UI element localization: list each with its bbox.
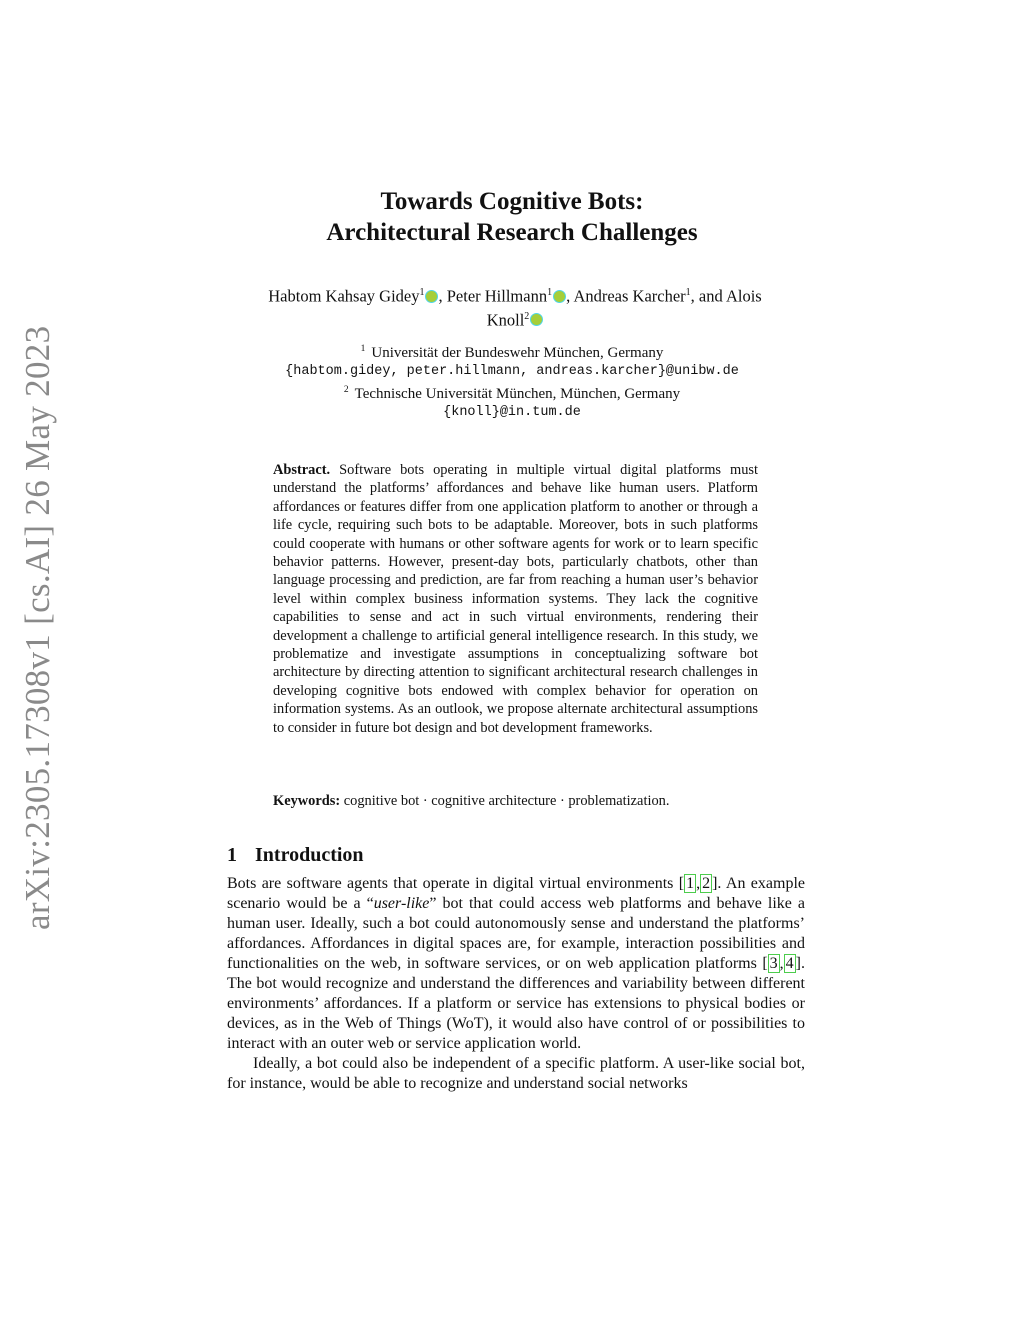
orcid-icon[interactable] — [553, 290, 566, 303]
affiliation-name: Universität der Bundeswehr München, Germany — [371, 345, 664, 361]
orcid-icon[interactable] — [530, 313, 543, 326]
text-run: . The bot would recognize and understand the differences and variability between different environments’ affordances. If a platform or service has extensions to physical bodies or devices, as in the Web of Things (WoT), it would also have control of or possibilities to interact with an outer web or service application world. — [227, 955, 805, 1052]
keywords-label: Keywords: — [273, 793, 341, 809]
citation-link[interactable]: 3 — [769, 955, 778, 972]
affiliations — [0, 340, 1024, 422]
affiliation-name: Technische Universität München, München, Germany — [354, 386, 681, 402]
affil-mark: 2 — [343, 385, 349, 395]
author-connector: and Alois — [698, 286, 762, 306]
author-affil-mark: 2 — [524, 310, 530, 322]
title-line-1: Towards Cognitive Bots: — [380, 188, 644, 215]
text-run: . An example scenario would be a “ — [227, 875, 806, 912]
keywords-text: cognitive bot · cognitive architecture · problematization. — [343, 793, 670, 809]
abstract-label: Abstract. — [273, 462, 331, 478]
text-run: ” bot that could access web platforms and behave like a human user. Ideally, such a bot could autonomously sense and understand the platforms’ affordances. Affordances in digital spaces are, for example, interaction possibilities and functionalities on the web, in software services, or on web application platforms — [227, 895, 806, 972]
keywords — [273, 792, 758, 810]
paragraph: Bots are software agents that operate in digital virtual environments [ 1 , 2 ]. An example scenario would be a “user-like” bot that could access web platforms and behave like a human user. Ideally, such a bot could autonomously sense and understand the platforms’ affordances. Affordances in digital spaces are, for example, interaction possibilities and functionalities on the web, in software services, or on web application platforms [ 3 , 4 ]. The bot would recognize and understand the differences and variability between different environments’ affordances. If a platform or service has extensions to physical bodies or devices, as in the Web of Things (WoT), it would also have control of or possibilities to interact with an outer web or service application world. — [227, 875, 806, 1052]
author-name: Peter Hillmann — [446, 286, 548, 306]
section-title: Introduction — [255, 844, 364, 866]
author-list: Habtom Kahsay Gidey$^1$ , Peter Hillmann$^1$ , Andreas Karcher$^1$, and Alois Knoll$^2$ — [268, 286, 762, 329]
citation-link[interactable]: 1 — [686, 875, 695, 892]
citation-link[interactable]: 2 — [702, 875, 711, 892]
affil-mark: 1 — [360, 344, 366, 354]
paper-title — [0, 186, 1024, 248]
arxiv-identifier: arXiv:2305.17308v1 [cs.AI] 26 May 2023 — [18, 325, 57, 930]
author-name: Habtom Kahsay Gidey — [268, 286, 420, 306]
affiliation-email: {habtom.gidey, peter.hillmann, andreas.karcher}@unibw.de — [285, 363, 739, 379]
section-heading — [227, 844, 364, 867]
author-affil-mark: 1 — [547, 287, 553, 298]
abstract — [273, 461, 758, 737]
abstract-text: Software bots operating in multiple virtual digital platforms must understand the platforms’ affordances and behave like human users. Platform affordances or features differ from one application platform to another or through a life cycle, requiring such bots to be adaptable. Moreover, bots in such platforms could cooperate with humans or other software agents for work or to learn specific behavior patterns. However, present-day bots, particularly chatbots, other than language processing and prediction, are far from reaching a human user’s behavior level within complex business information systems. They lack the cognitive capabilities to sense and act in such virtual environments, rendering their development a challenge to artificial general intelligence research. In this study, we problematize and investigate assumptions in conceptualizing software bot architecture by directing attention to significant architectural research challenges in developing cognitive bots endowed with complex behavior for operation on information systems. As an outlook, we propose alternate architectural assumptions to consider in future bot design and bot development frameworks. — [273, 462, 758, 736]
author-affil-mark: 1 — [685, 287, 691, 298]
affiliation-2 — [0, 381, 1024, 404]
affiliation-1 — [0, 340, 1024, 363]
citation-link[interactable]: 4 — [785, 955, 794, 972]
orcid-icon[interactable] — [425, 290, 438, 303]
affiliation-email: {knoll}@in.tum.de — [443, 404, 581, 420]
section-body — [227, 874, 805, 1094]
paragraph: Ideally, a bot could also be independent of a specific platform. A user-like social bot, for instance, would be able to recognize and understand social networks — [227, 1055, 805, 1092]
section-number: 1 — [227, 844, 237, 866]
emphasis: user-like — [373, 895, 430, 912]
author-name: Knoll — [486, 310, 525, 329]
author-name: Andreas Karcher — [573, 286, 686, 306]
text-run: Bots are software agents that operate in digital virtual environments — [227, 875, 679, 892]
title-line-2: Architectural Research Challenges — [326, 219, 698, 246]
author-affil-mark: 1 — [419, 287, 425, 298]
